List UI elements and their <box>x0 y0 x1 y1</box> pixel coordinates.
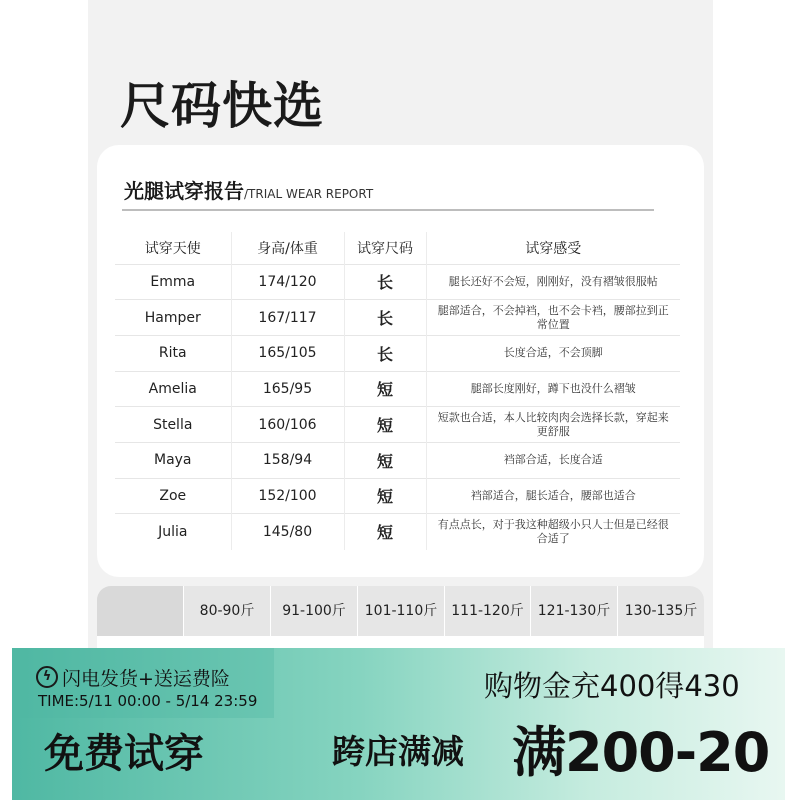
size-chart-corner-cell <box>97 586 183 636</box>
height-weight: 165/95 <box>231 371 344 407</box>
table-header-row <box>115 232 680 264</box>
trial-size: 短 <box>344 478 426 514</box>
tester-name: Stella <box>115 407 231 443</box>
table-row <box>115 300 680 336</box>
trial-size: 短 <box>344 514 426 550</box>
trial-feeling: 长度合适，不会顶脚 <box>426 335 680 371</box>
trial-feeling: 有点点长，对于我这种超级小只人士但是已经很合适了 <box>426 514 680 550</box>
trial-feeling: 裆部合适，长度合适 <box>426 442 680 478</box>
height-weight: 145/80 <box>231 514 344 550</box>
weight-column-header: 111-120斤 <box>444 586 530 636</box>
height-weight: 165/105 <box>231 335 344 371</box>
weight-column-header: 130-135斤 <box>617 586 704 636</box>
table-row <box>115 335 680 371</box>
trial-feeling: 腿部适合，不会掉裆，也不会卡裆，腰部拉到正常位置 <box>426 300 680 336</box>
trial-report-title: 光腿试穿报告 <box>124 179 244 203</box>
column-header-height-weight: 身高/体重 <box>231 232 344 264</box>
weight-column-header: 121-130斤 <box>530 586 617 636</box>
trial-feeling: 裆部适合，腿长适合，腰部也适合 <box>426 478 680 514</box>
recharge-offer[interactable]: 购物金充400得430 <box>484 669 740 703</box>
height-weight: 158/94 <box>231 442 344 478</box>
trial-size: 短 <box>344 407 426 443</box>
tester-name: Zoe <box>115 478 231 514</box>
table-row <box>115 478 680 514</box>
height-weight: 167/117 <box>231 300 344 336</box>
page-title: 尺码快选 <box>120 77 324 135</box>
table-row <box>115 371 680 407</box>
trial-report-heading <box>124 175 373 204</box>
weight-column-header: 101-110斤 <box>357 586 444 636</box>
table-row <box>115 514 680 550</box>
weight-column-header: 80-90斤 <box>183 586 270 636</box>
height-weight: 152/100 <box>231 478 344 514</box>
tester-name: Julia <box>115 514 231 550</box>
trial-report-subtitle: /TRIAL WEAR REPORT <box>244 187 374 201</box>
weight-column-header: 91-100斤 <box>270 586 357 636</box>
table-row <box>115 407 680 443</box>
heading-divider <box>122 209 654 211</box>
tester-name: Rita <box>115 335 231 371</box>
tester-name: Maya <box>115 442 231 478</box>
trial-feeling: 腿部长度刚好，蹲下也没什么褶皱 <box>426 371 680 407</box>
column-header-size: 试穿尺码 <box>344 232 426 264</box>
tester-name: Amelia <box>115 371 231 407</box>
trial-size: 长 <box>344 335 426 371</box>
trial-size: 长 <box>344 300 426 336</box>
lightning-icon: ϟ <box>36 666 58 688</box>
table-row <box>115 442 680 478</box>
flash-shipping-label: 闪电发货+送运费险 <box>62 668 230 690</box>
table-row <box>115 264 680 300</box>
size-chart-header-row <box>97 586 704 636</box>
trial-size: 短 <box>344 371 426 407</box>
tester-name: Hamper <box>115 300 231 336</box>
cross-store-discount-label: 跨店满减 <box>332 732 464 771</box>
trial-wear-table <box>115 232 680 550</box>
trial-size: 长 <box>344 264 426 300</box>
discount-amount[interactable]: 满200-20 <box>512 721 770 784</box>
column-header-feeling: 试穿感受 <box>525 240 582 257</box>
tester-name: Emma <box>115 264 231 300</box>
trial-feeling: 腿长还好不会短，刚刚好，没有褶皱很服帖 <box>426 264 680 300</box>
free-trial-label[interactable]: 免费试穿 <box>44 731 204 777</box>
trial-feeling: 短款也合适，本人比较肉肉会选择长款，穿起来更舒服 <box>426 407 680 443</box>
promo-time-range: TIME:5/11 00:00 - 5/14 23:59 <box>38 692 258 710</box>
height-weight: 174/120 <box>231 264 344 300</box>
trial-size: 短 <box>344 442 426 478</box>
column-header-tester: 试穿天使 <box>115 232 231 264</box>
height-weight: 160/106 <box>231 407 344 443</box>
